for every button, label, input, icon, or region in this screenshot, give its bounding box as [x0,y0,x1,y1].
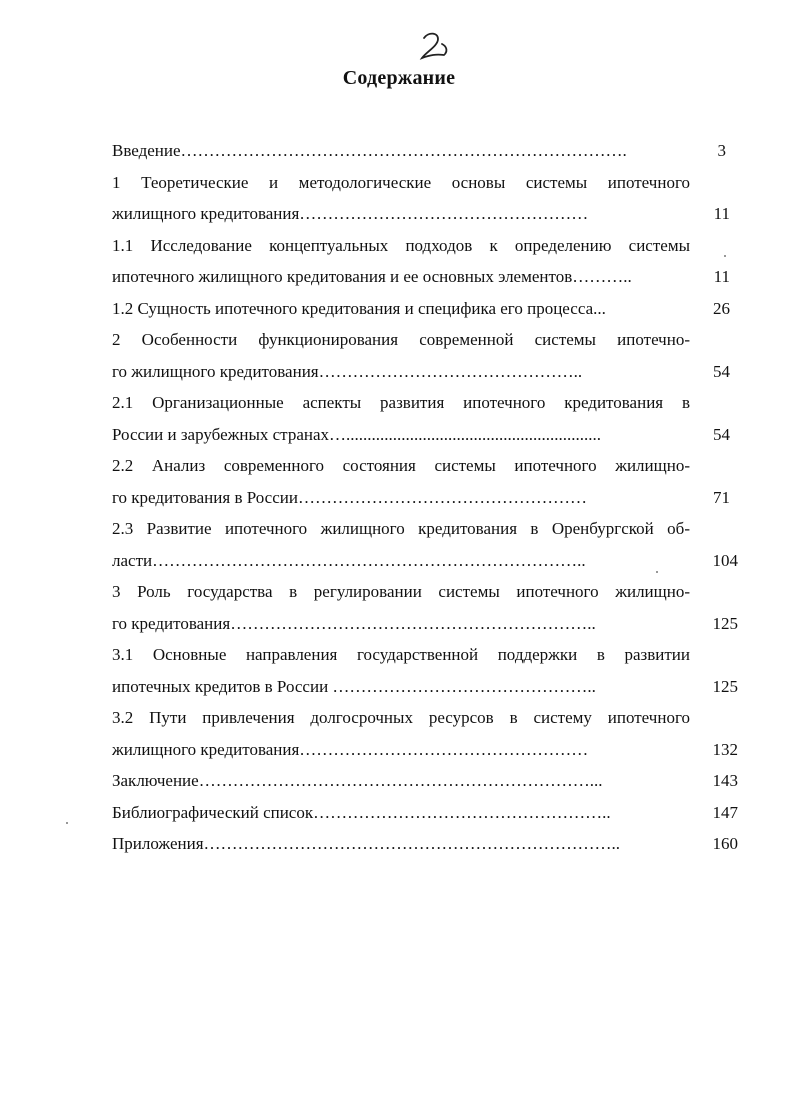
scan-speck [66,822,68,824]
toc-entry-text: ипотечных кредитов в России ……………………………………….. [112,676,596,696]
toc-entry-appendices[interactable] [112,830,738,862]
toc-entry-text: 1.1 Исследование концептуальных подходов к определению системы [112,235,690,255]
table-of-contents [112,137,738,862]
toc-entry-3-2[interactable] [112,704,738,736]
toc-entry-text: 1.2 Сущность ипотечного кредитования и специфика его процесса... [112,298,606,318]
toc-entry-text: го кредитования……………………………………………………….. [112,613,596,633]
toc-entry-text: 2.1 Организационные аспекты развития ипотечного кредитования в [112,393,690,412]
toc-entry-text: ипотечного жилищного кредитования и ее основных элементов……….. [112,267,632,286]
toc-page-number: 26 [713,298,730,318]
toc-entry-1-1-cont[interactable] [112,263,738,295]
toc-entry-3-1[interactable] [112,641,738,673]
toc-entry-bibliography[interactable] [112,799,738,831]
toc-page-number: 54 [713,361,730,381]
toc-page-number: 104 [712,550,738,570]
scan-speck [656,571,658,573]
toc-entry-text: Приложения……………………………………………………………….. [112,834,621,853]
page-title: Содержание [342,67,456,89]
toc-entry-2-1-cont[interactable] [112,421,738,453]
toc-page-number: 143 [712,771,738,790]
toc-entry-2-1[interactable] [112,389,738,421]
toc-entry-3-1-cont[interactable] [112,673,738,705]
toc-entry-2[interactable] [112,326,738,358]
toc-entry-text: 2.3 Развитие ипотечного жилищного кредитования в Оренбургской об- [112,519,690,538]
toc-entry-text: 3 Роль государства в регулировании системы ипотечного жилищно- [112,582,690,601]
toc-entry-3-2-cont[interactable] [112,736,738,768]
toc-page-number: 3 [717,141,726,160]
toc-entry-1[interactable] [112,169,738,201]
toc-entry-text: ласти………………………………………………………………….. [112,550,586,570]
toc-entry-text: жилищного кредитования…………………………………………… [112,739,589,759]
toc-page-number: 11 [713,204,730,223]
toc-entry-3-cont[interactable] [112,610,738,642]
toc-entry-text: Заключение……………………………………………………………... [112,771,603,790]
toc-page-number: 11 [713,267,730,286]
toc-entry-2-2-cont[interactable] [112,484,738,516]
toc-entry-1-cont[interactable] [112,200,738,232]
toc-page-number: 125 [712,613,738,633]
toc-entry-text: 2 Особенности функционирования современной системы ипотечно- [112,330,690,349]
toc-entry-introduction[interactable] [112,137,738,169]
toc-page-number: 160 [712,834,738,853]
toc-entry-text: России и зарубежных странах…............................................................ [112,424,602,444]
toc-entry-1-1[interactable] [112,232,738,264]
toc-entry-text: го жилищного кредитования……………………………………….. [112,361,583,381]
toc-entry-text: го кредитования в России…………………………………………… [112,487,587,507]
toc-entry-1-2[interactable] [112,295,738,327]
toc-entry-3[interactable] [112,578,738,610]
handwritten-page-number [414,30,454,64]
toc-entry-text: 1 Теоретические и методологические основы системы ипотечного [112,172,690,192]
toc-entry-text: Библиографический список…………………………………………….. [112,802,611,822]
toc-page-number: 54 [713,424,730,444]
toc-page-number: 125 [712,676,738,696]
toc-entry-2-3[interactable] [112,515,738,547]
toc-entry-text: 2.2 Анализ современного состояния системы ипотечного жилищно- [112,456,690,475]
toc-entry-2-cont[interactable] [112,358,738,390]
toc-entry-conclusion[interactable] [112,767,738,799]
toc-page-number: 147 [712,802,738,822]
toc-entry-2-3-cont[interactable] [112,547,738,579]
toc-page-number: 132 [712,739,738,759]
toc-page-number: 71 [713,487,730,507]
toc-entry-text: жилищного кредитования…………………………………………… [112,204,589,223]
toc-entry-text: Введение……………………………………………………………………. [112,141,627,160]
toc-entry-text: 3.2 Пути привлечения долгосрочных ресурсов в систему ипотечного [112,708,690,727]
toc-entry-text: 3.1 Основные направления государственной поддержки в развитии [112,645,690,664]
scan-speck [724,255,726,257]
toc-entry-2-2[interactable] [112,452,738,484]
